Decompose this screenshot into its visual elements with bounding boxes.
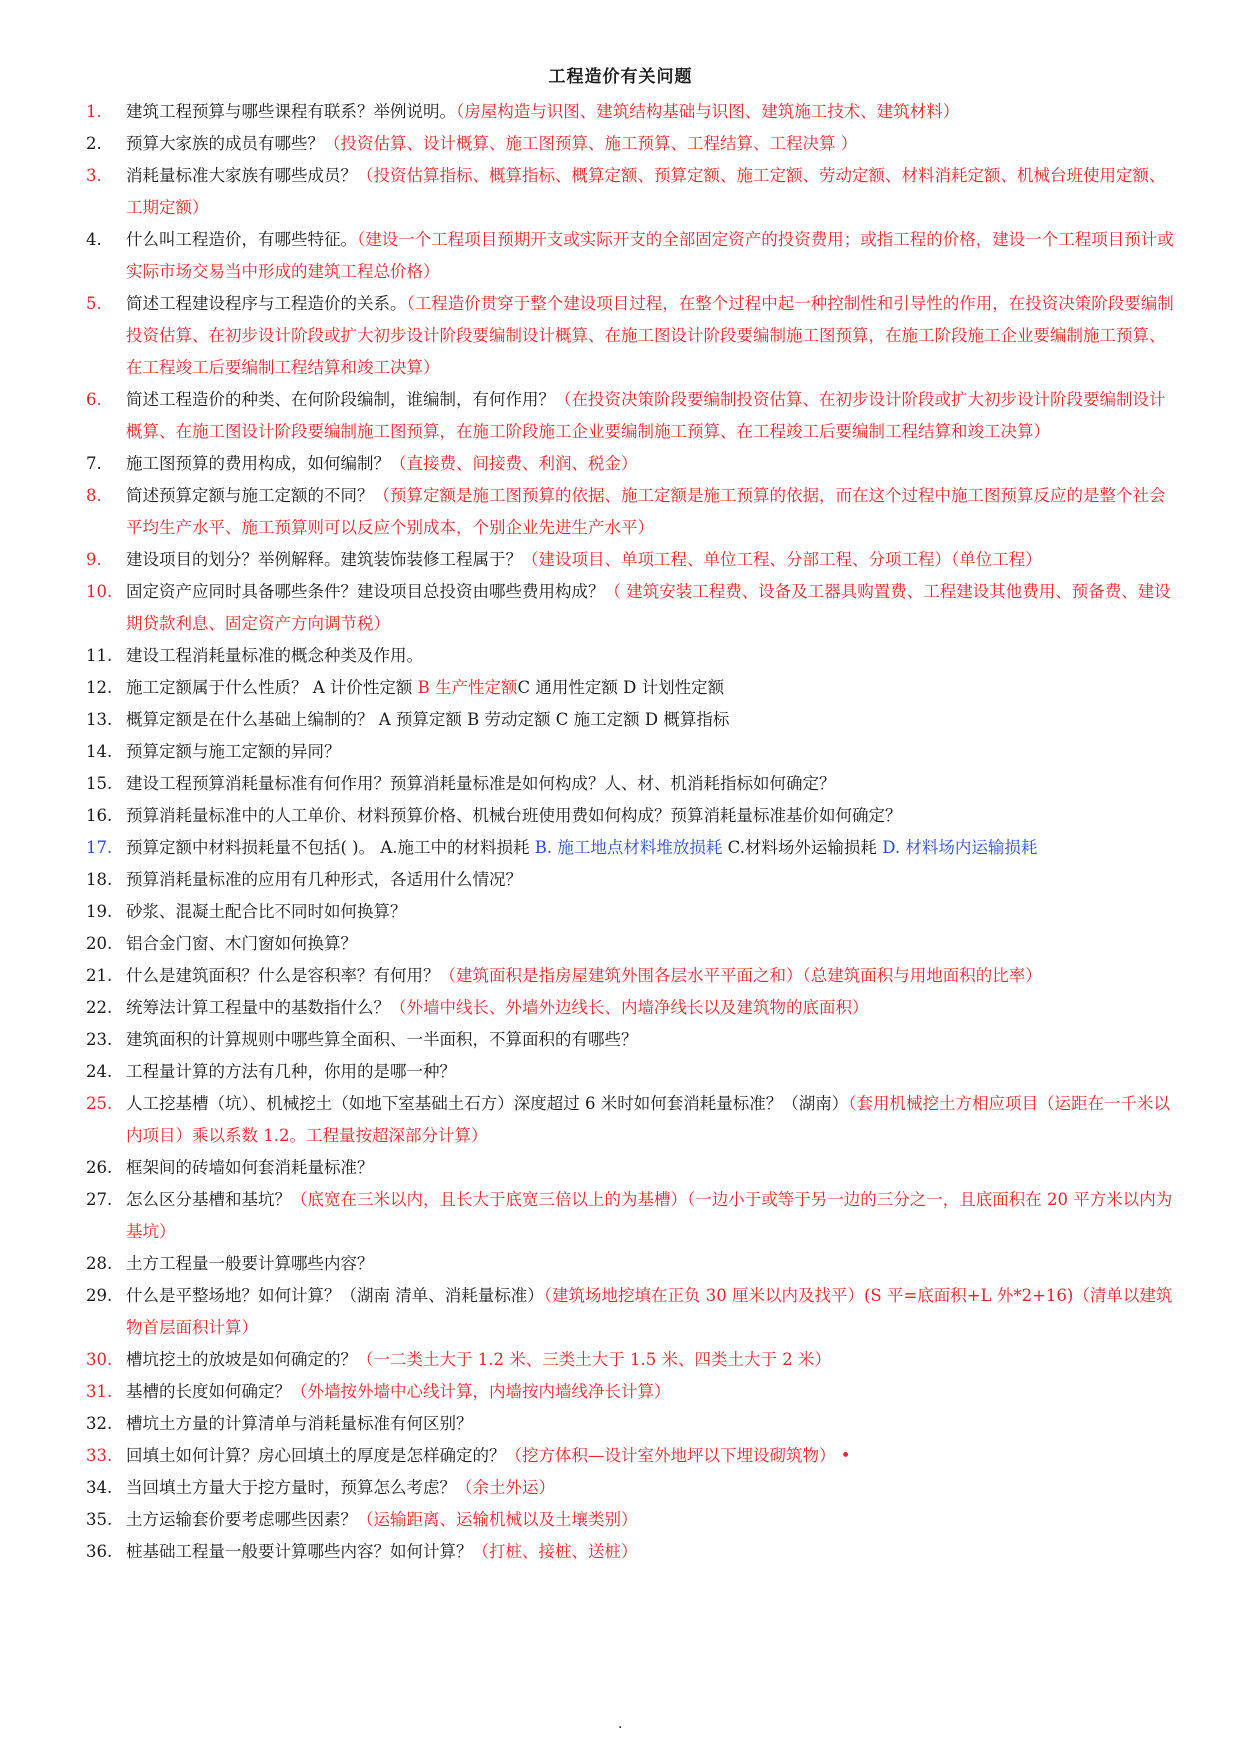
answer-text: （在投资决策阶段要编制投资估算、在初步设计阶段或扩大初步设计阶段要编制设计概算、在施工图设计阶段要编制施工图预算，在施工阶段施工企业要编制施工预算、在工程竣工后要编制工程结算和竣工决算） [126,390,1166,441]
answer-text: （直接费、间接费、利润、税金） [390,454,638,473]
answer-text: （建筑面积是指房屋建筑外围各层水平平面之和）（总建筑面积与用地面积的比率） [439,966,1042,985]
question-number: 32. [86,1414,113,1433]
question-text: 预算定额与施工定额的异同？ [126,742,341,761]
question-text: C.材料场外运输损耗 [722,838,883,857]
question-text: 施工图预算的费用构成，如何编制？ [126,454,390,473]
question-number: 13. [86,710,113,729]
answer-text: （ 建筑安装工程费、设备及工器具购置费、工程建设其他费用、预备费、建设期贷款利息、固定资产方向调节税） [126,582,1171,633]
question-text: 建筑工程预算与哪些课程有联系？举例说明。 [126,102,456,121]
question-number: 25. [86,1094,113,1113]
question-text: 简述预算定额与施工定额的不同？ [126,486,374,505]
question-text: 桩基础工程量一般要计算哪些内容？如何计算？ [126,1542,473,1561]
question-text: 消耗量标准大家族有哪些成员？ [126,166,357,185]
answer-text: （套用机械挖土方相应项目（运距在一千米以内项目）乘以系数 1.2。工程量按超深部分计算） [126,1094,1170,1145]
question-text: 建设项目的划分？举例解释。建筑装饰装修工程属于？ [126,550,522,569]
question-number: 29. [86,1286,113,1305]
question-item [86,640,1176,672]
question-text: 简述工程造价的种类、在何阶段编制，谁编制，有何作用？ [126,390,555,409]
answer-text: （挖方体积—设计室外地坪以下埋设砌筑物） • [505,1446,851,1465]
question-item [86,1184,1176,1248]
question-number: 22. [86,998,113,1017]
question-text: 什么是平整场地？如何计算？（湖南 清单、消耗量标准） [126,1286,544,1305]
question-text: 建设工程预算消耗量标准有何作用？预算消耗量标准是如何构成？人、材、机消耗指标如何确定？ [126,774,836,793]
answer-text: （建设项目、单项工程、单位工程、分部工程、分项工程）（单位工程） [522,550,1042,569]
question-text: 槽坑土方量的计算清单与消耗量标准有何区别？ [126,1414,473,1433]
page-title: 工程造价有关问题 [548,67,693,87]
question-number: 1. [86,102,102,121]
question-item [86,832,1176,864]
question-number: 23. [86,1030,113,1049]
question-text: 回填土如何计算？房心回填土的厚度是怎样确定的？ [126,1446,506,1465]
question-item [86,1280,1176,1344]
answer-text: （投资估算、设计概算、施工图预算、施工预算、工程结算、工程决算 ） [324,134,858,153]
question-number: 19. [86,902,113,921]
question-item [86,768,1176,800]
question-text: 砂浆、混凝土配合比不同时如何换算？ [126,902,407,921]
question-item [86,288,1176,384]
question-item [86,1472,1176,1504]
question-number: 30. [86,1350,113,1369]
answer-text: （打桩、接桩、送桩） [472,1542,638,1561]
answer-text: B. 施工地点材料堆放损耗 [534,838,723,857]
question-text: 什么是建筑面积？什么是容积率？有何用？ [126,966,440,985]
answer-text: （运输距离、运输机械以及土壤类别） [357,1510,638,1529]
question-number: 17. [86,838,113,857]
question-item [86,160,1176,224]
answer-text: （建筑场地挖填在正负 30 厘米以内及找平）(S 平=底面积+L 外*2+16)（清单以建筑物首层面积计算） [126,1286,1173,1337]
question-item [86,1024,1176,1056]
question-text: C 通用性定额 D 计划性定额 [517,678,725,697]
question-number: 27. [86,1190,113,1209]
question-number: 6. [86,390,102,409]
question-item [86,1152,1176,1184]
question-text: 什么叫工程造价，有哪些特征。 [126,230,357,249]
question-item [86,896,1176,928]
answer-text: （外墙按外墙中心线计算，内墙按内墙线净长计算） [291,1382,671,1401]
question-item [86,1504,1176,1536]
answer-text: （一二类土大于 1.2 米、三类土大于 1.5 米、四类土大于 2 米） [357,1350,831,1369]
question-list [86,96,1176,1568]
question-number: 3. [86,166,102,185]
question-item [86,384,1176,448]
question-text: 槽坑挖土的放坡是如何确定的？ [126,1350,357,1369]
question-item [86,1536,1176,1568]
question-number: 31. [86,1382,113,1401]
question-number: 14. [86,742,113,761]
question-number: 12. [86,678,113,697]
question-text: 预算大家族的成员有哪些？ [126,134,324,153]
question-item [86,480,1176,544]
question-text: 铝合金门窗、木门窗如何换算？ [126,934,357,953]
footer-mark: . [618,1716,623,1732]
question-text: 施工定额属于什么性质？ A 计价性定额 [126,678,418,697]
question-item [86,992,1176,1024]
question-number: 15. [86,774,113,793]
question-text: 统筹法计算工程量中的基数指什么？ [126,998,390,1017]
question-number: 36. [86,1542,113,1561]
question-item [86,1408,1176,1440]
question-number: 20. [86,934,113,953]
question-item [86,1248,1176,1280]
question-text: 基槽的长度如何确定？ [126,1382,291,1401]
answer-text: （建设一个工程项目预期开支或实际开支的全部固定资产的投资费用；或指工程的价格，建设一个工程项目预计或实际市场交易当中形成的建筑工程总价格） [126,230,1174,281]
question-item [86,1056,1176,1088]
question-item [86,704,1176,736]
answer-text: （工程造价贯穿于整个建设项目过程，在整个过程中起一种控制性和引导性的作用，在投资决策阶段要编制投资估算、在初步设计阶段或扩大初步设计阶段要编制设计概算、在施工图设计阶段要编制施工图预算，在施工阶段施工企业要编制施工预算、在工程竣工后要编制工程结算和竣工决算） [126,294,1174,377]
question-text: 工程量计算的方法有几种，你用的是哪一种？ [126,1062,456,1081]
question-item [86,448,1176,480]
question-number: 4. [86,230,102,249]
answer-text: D. 材料场内运输损耗 [882,838,1038,857]
question-text: 预算消耗量标准的应用有几种形式，各适用什么情况？ [126,870,522,889]
question-number: 9. [86,550,102,569]
question-item [86,800,1176,832]
question-number: 33. [86,1446,113,1465]
question-text: 怎么区分基槽和基坑？ [126,1190,291,1209]
question-number: 11. [86,646,113,665]
question-item [86,1344,1176,1376]
question-item [86,672,1176,704]
answer-text: B 生产性定额 [417,678,518,697]
question-text: 预算定额中材料损耗量不包括( )。 A.施工中的材料损耗 [126,838,535,857]
question-number: 8. [86,486,102,505]
question-text: 当回填土方量大于挖方量时，预算怎么考虑？ [126,1478,456,1497]
answer-text: （房屋构造与识图、建筑结构基础与识图、建筑施工技术、建筑材料） [456,102,960,121]
question-item [86,736,1176,768]
question-text: 人工挖基槽（坑）、机械挖土（如地下室基础土石方）深度超过 6 米时如何套消耗量标准？（湖南） [126,1094,849,1113]
question-item [86,1088,1176,1152]
answer-text: （预算定额是施工图预算的依据、施工定额是施工预算的依据，而在这个过程中施工图预算反应的是整个社会平均生产水平、施工预算则可以反应个别成本，个别企业先进生产水平） [126,486,1166,537]
question-item [86,96,1176,128]
question-item [86,576,1176,640]
question-number: 16. [86,806,113,825]
question-number: 5. [86,294,102,313]
question-text: 建筑面积的计算规则中哪些算全面积、一半面积，不算面积的有哪些？ [126,1030,638,1049]
answer-text: （余土外运） [456,1478,555,1497]
question-item [86,128,1176,160]
question-number: 34. [86,1478,113,1497]
answer-text: （外墙中线长、外墙外边线长、内墙净线长以及建筑物的底面积） [390,998,869,1017]
question-number: 21. [86,966,113,985]
question-item [86,224,1176,288]
question-number: 7. [86,454,102,473]
question-item [86,928,1176,960]
question-text: 土方运输套价要考虑哪些因素？ [126,1510,357,1529]
question-item [86,544,1176,576]
question-number: 10. [86,582,113,601]
question-item [86,1440,1176,1472]
question-number: 24. [86,1062,113,1081]
question-item [86,960,1176,992]
question-text: 土方工程量一般要计算哪些内容？ [126,1254,374,1273]
question-number: 28. [86,1254,113,1273]
question-number: 35. [86,1510,113,1529]
question-text: 简述工程建设程序与工程造价的关系。 [126,294,407,313]
question-item [86,864,1176,896]
question-number: 26. [86,1158,113,1177]
question-number: 18. [86,870,113,889]
answer-text: （底宽在三米以内，且长大于底宽三倍以上的为基槽）（一边小于或等于另一边的三分之一，且底面积在 20 平方米以内为基坑） [126,1190,1173,1241]
answer-text: （投资估算指标、概算指标、概算定额、预算定额、施工定额、劳动定额、材料消耗定额、机械台班使用定额、工期定额） [126,166,1166,217]
question-text: 框架间的砖墙如何套消耗量标准？ [126,1158,374,1177]
question-text: 概算定额是在什么基础上编制的？ A 预算定额 B 劳动定额 C 施工定额 D 概算指标 [126,710,730,729]
question-number: 2. [86,134,102,153]
question-item [86,1376,1176,1408]
question-text: 预算消耗量标准中的人工单价、材料预算价格、机械台班使用费如何构成？预算消耗量标准基价如何确定？ [126,806,902,825]
question-text: 固定资产应同时具备哪些条件？建设项目总投资由哪些费用构成？ [126,582,605,601]
question-text: 建设工程消耗量标准的概念种类及作用。 [126,646,423,665]
